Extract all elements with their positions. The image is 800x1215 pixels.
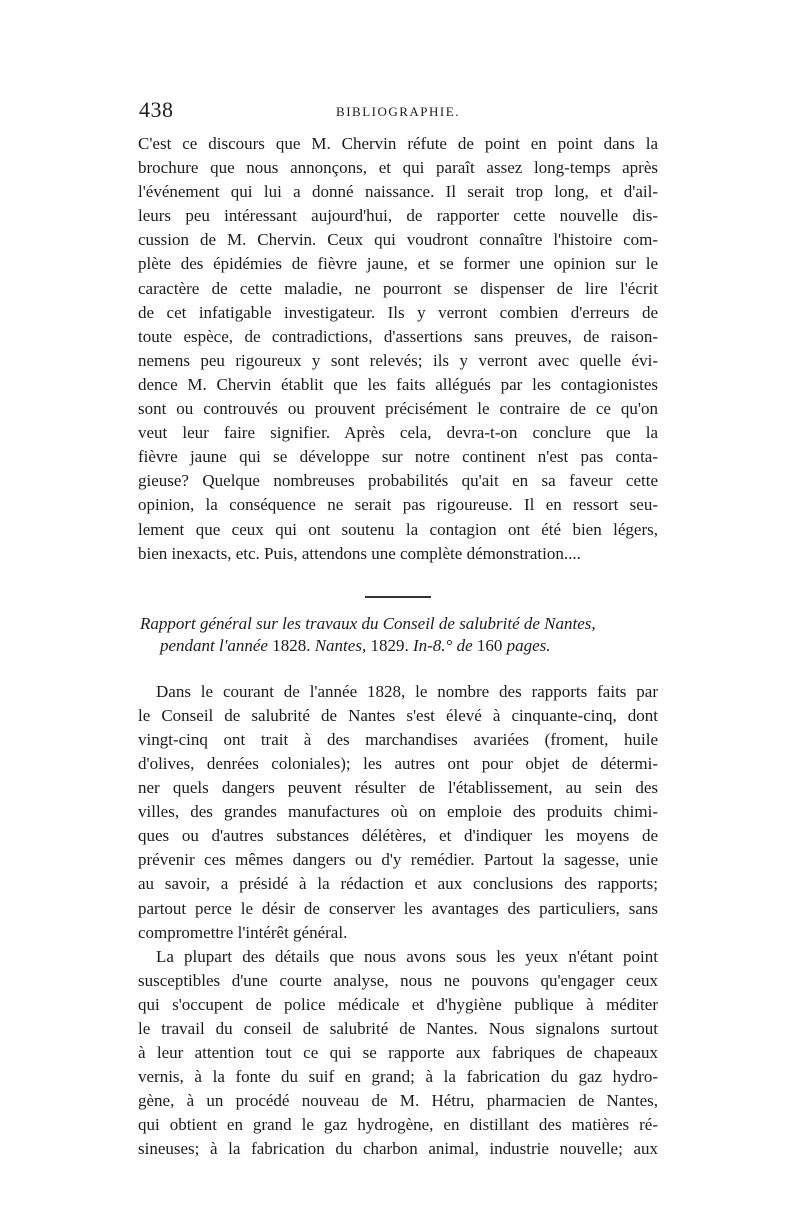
text-line: gieuse? Quelque nombreuses probabilités qu'ait en sa faveur cette <box>138 471 658 491</box>
review-title-line-2 <box>138 635 658 657</box>
text-line: opinion, la conséquence ne serait pas rigoureuse. Il en ressort seu- <box>138 495 658 515</box>
text-line: qui obtient en grand le gaz hydrogène, en distillant des matières ré- <box>138 1115 658 1135</box>
text-line: partout perce le désir de conserver les avantages des particuliers, sans <box>138 898 658 918</box>
text-line: C'est ce discours que M. Chervin réfute de point en point dans la <box>138 134 658 153</box>
text-line: prévenir ces mêmes dangers ou d'y remédier. Partout la sagesse, unie <box>138 850 658 870</box>
text-line: caractère de cette maladie, ne pourront se dispenser de lire l'écrit <box>138 278 658 298</box>
text-line: fièvre jaune qui se développe sur notre continent n'est pas conta- <box>138 447 658 467</box>
review-title-part: pages. <box>506 635 551 655</box>
text-line: veut leur faire signifier. Après cela, devra-t-on conclure que la <box>138 423 658 443</box>
page-number: 438 <box>139 97 174 122</box>
text-line: d'olives, denrées coloniales); les autres ont pour objet de détermi- <box>138 753 658 773</box>
text-line: leurs peu intéressant aujourd'hui, de rapporter cette nouvelle dis- <box>138 206 658 226</box>
text-line: qui s'occupent de police médicale et d'hygiène publique à méditer <box>138 994 658 1014</box>
section-divider <box>365 596 431 598</box>
text-line: Dans le courant de l'année 1828, le nombre des rapports faits par <box>156 681 658 701</box>
paragraph-chervin-review <box>138 132 658 566</box>
text-line: de cet infatigable investigateur. Ils y verront combien d'erreurs de <box>138 302 658 322</box>
review-title-pub-year: 1829. <box>370 635 413 655</box>
review-title-part: pendant l'année <box>160 635 273 655</box>
text-line: sont ou controuvés ou prouvent précisément le contraire de ce qu'on <box>138 399 658 419</box>
review-title-part: de <box>456 635 477 655</box>
text-line: La plupart des détails que nous avons sous les yeux n'étant point <box>156 946 658 966</box>
review-title-year: 1828. <box>272 635 315 655</box>
text-line: bien inexacts, etc. Puis, attendons une complète démonstration.... <box>138 543 581 563</box>
text-line: villes, des grandes manufactures où on emploie des produits chimi- <box>138 802 658 822</box>
text-line: ques ou d'autres substances délétères, et d'indiquer les moyens de <box>138 826 658 846</box>
text-line: vingt-cinq ont trait à des marchandises avariées (froment, huile <box>138 729 658 749</box>
text-line: l'événement qui lui a donné naissance. Il serait trop long, et d'ail- <box>138 182 658 202</box>
text-line: lement que ceux qui ont soutenu la contagion ont été bien légers, <box>138 519 658 539</box>
text-line: ner quels dangers peuvent résulter de l'établissement, au sein des <box>138 778 658 798</box>
text-line: brochure que nous annonçons, et qui paraît assez long-temps après <box>138 158 658 178</box>
text-line: cussion de M. Chervin. Ceux qui voudront connaître l'histoire com- <box>138 230 658 250</box>
text-line: toute espèce, de contradictions, d'assertions sans preuves, de raison- <box>138 326 658 346</box>
text-line: gène, à un procédé nouveau de M. Hétru, pharmacien de Nantes, <box>138 1091 658 1111</box>
review-title-format: In-8.° <box>412 635 457 655</box>
running-title: BIBLIOGRAPHIE. <box>336 104 460 119</box>
paragraph-nantes-details <box>138 945 658 1162</box>
text-line: le Conseil de salubrité de Nantes s'est élevé à cinquante-cinq, dont <box>138 705 658 725</box>
paragraph-nantes-report <box>138 680 658 945</box>
text-line: à leur attention tout ce qui se rapporte aux fabriques de chapeaux <box>138 1043 658 1063</box>
book-page <box>138 98 658 1162</box>
text-line: compromettre l'intérêt général. <box>138 922 348 942</box>
text-line: nemens peu rigoureux y sont relevés; ils y verront avec quelle évi- <box>138 350 658 370</box>
review-title-page-count: 160 <box>476 635 507 655</box>
text-line: dence M. Chervin établit que les faits allégués par les contagionistes <box>138 374 658 394</box>
running-head <box>138 98 658 132</box>
text-line: susceptibles d'une courte analyse, nous ne pouvons qu'engager ceux <box>138 970 658 990</box>
text-line: le travail du conseil de salubrité de Nantes. Nous signalons surtout <box>138 1019 658 1038</box>
review-title-place: Nantes, <box>314 635 371 655</box>
text-line: sineuses; à la fabrication du charbon animal, industrie nouvelle; aux <box>138 1139 658 1159</box>
review-title-line-1: Rapport général sur les travaux du Conseil de salubrité de Nantes, <box>140 613 596 633</box>
text-line: au savoir, a présidé à la rédaction et aux conclusions des rapports; <box>138 874 658 894</box>
review-title <box>138 613 658 657</box>
text-line: plète des épidémies de fièvre jaune, et se former une opinion sur le <box>138 254 658 274</box>
text-line: vernis, à la fonte du suif en grand; à la fabrication du gaz hydro- <box>138 1067 658 1087</box>
